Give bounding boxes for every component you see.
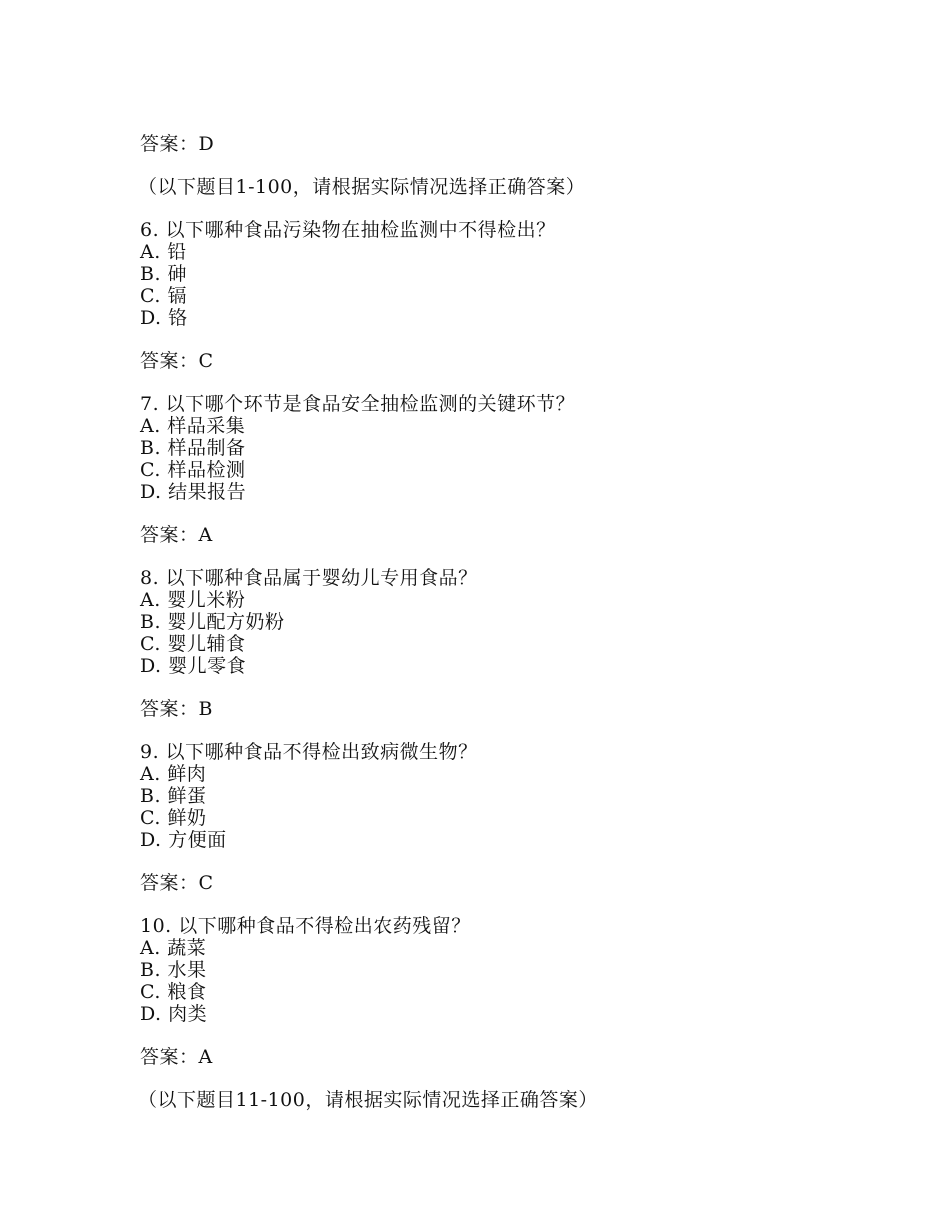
question-text: 8. 以下哪种食品属于婴幼儿专用食品？ (140, 567, 478, 589)
option-d: D. 方便面 (140, 829, 227, 851)
option-d: D. 结果报告 (140, 481, 247, 503)
option-c: C. 婴儿辅食 (140, 633, 246, 655)
option-a: A. 蔬菜 (140, 937, 207, 959)
option-d: D. 铬 (140, 307, 188, 329)
option-c: C. 鲜奶 (140, 807, 207, 829)
option-c: C. 粮食 (140, 981, 207, 1003)
answer-text: 答案：C (140, 872, 214, 894)
answer-text: 答案：C (140, 350, 214, 372)
question-text: 9. 以下哪种食品不得检出致病微生物？ (140, 741, 478, 763)
option-c: C. 镉 (140, 285, 187, 307)
answer-text: 答案：A (140, 1046, 213, 1068)
option-c: C. 样品检测 (140, 459, 246, 481)
option-a: A. 鲜肉 (140, 763, 207, 785)
option-a: A. 婴儿米粉 (140, 589, 246, 611)
option-a: A. 铅 (140, 241, 187, 263)
question-text: 7. 以下哪个环节是食品安全抽检监测的关键环节？ (140, 393, 576, 415)
option-b: B. 砷 (140, 263, 188, 285)
question-text: 6. 以下哪种食品污染物在抽检监测中不得检出？ (140, 219, 556, 241)
answer-text: 答案：B (140, 698, 213, 720)
option-a: A. 样品采集 (140, 415, 246, 437)
option-d: D. 婴儿零食 (140, 655, 247, 677)
section-note: （以下题目1-100，请根据实际情况选择正确答案） (138, 176, 586, 198)
answer-text: 答案：D (140, 133, 215, 155)
option-b: B. 水果 (140, 959, 207, 981)
question-text: 10. 以下哪种食品不得检出农药残留？ (140, 915, 471, 937)
option-b: B. 鲜蛋 (140, 785, 207, 807)
option-d: D. 肉类 (140, 1003, 208, 1025)
answer-text: 答案：A (140, 524, 213, 546)
section-note: （以下题目11-100，请根据实际情况选择正确答案） (138, 1089, 598, 1111)
option-b: B. 样品制备 (140, 437, 246, 459)
option-b: B. 婴儿配方奶粉 (140, 611, 285, 633)
